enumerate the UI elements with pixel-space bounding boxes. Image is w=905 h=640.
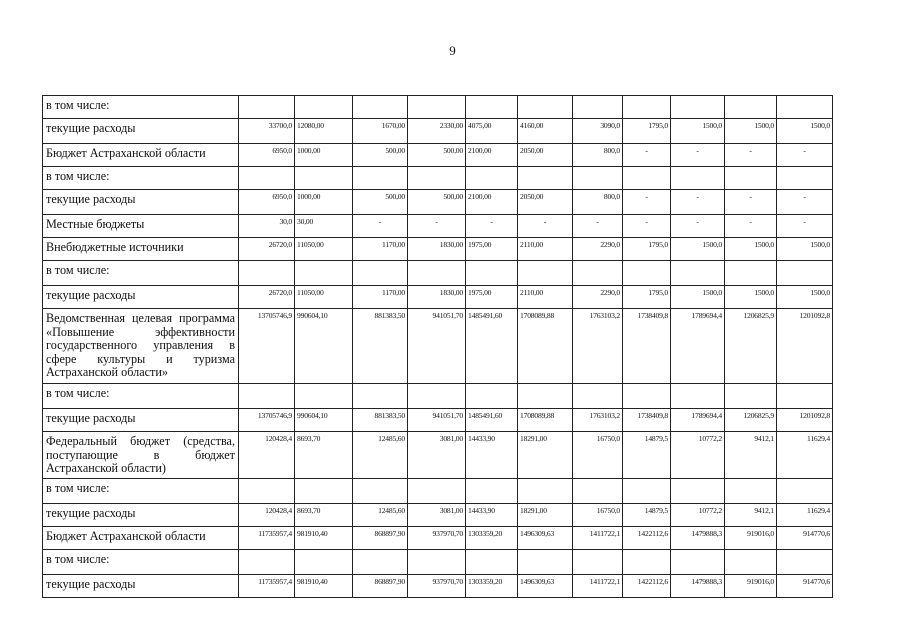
table-row (43, 309, 833, 384)
value-cell (466, 167, 518, 190)
value-cell (295, 550, 353, 575)
value-cell (725, 550, 777, 575)
row-label: Ведомственная целевая программа «Повышение эффективности государственного управления в сфере культуры и туризма Астраханской области» (43, 309, 239, 384)
value-cell (408, 167, 466, 190)
value-cell: 4075,00 (466, 119, 518, 144)
row-label: Местные бюджеты (43, 215, 239, 238)
table-row (43, 261, 833, 286)
row-label: в том числе: (43, 167, 239, 190)
value-cell (671, 479, 725, 504)
value-cell: 1670,00 (353, 119, 408, 144)
value-cell: 3081,00 (408, 504, 466, 527)
value-cell (518, 384, 573, 409)
row-label: в том числе: (43, 550, 239, 575)
value-cell: 11050,00 (295, 286, 353, 309)
value-cell: 914770,6 (777, 527, 833, 550)
value-cell (408, 261, 466, 286)
value-cell: - (518, 215, 573, 238)
value-cell: 1000,00 (295, 190, 353, 215)
table-row (43, 575, 833, 598)
value-cell: 30,0 (239, 215, 295, 238)
value-cell (239, 550, 295, 575)
value-cell: 2110,00 (518, 286, 573, 309)
value-cell: 981910,40 (295, 575, 353, 598)
value-cell: 919016,0 (725, 527, 777, 550)
value-cell (518, 550, 573, 575)
value-cell: 1206825,9 (725, 309, 777, 384)
budget-table (42, 95, 833, 598)
row-label: в том числе: (43, 261, 239, 286)
value-cell (353, 550, 408, 575)
row-label: Внебюджетные источники (43, 238, 239, 261)
value-cell: - (725, 144, 777, 167)
value-cell: 500,00 (408, 144, 466, 167)
value-cell: 1500,0 (777, 119, 833, 144)
value-cell (623, 384, 671, 409)
value-cell: 30,00 (295, 215, 353, 238)
value-cell: 937970,70 (408, 575, 466, 598)
row-label: Бюджет Астраханской области (43, 144, 239, 167)
value-cell: 1795,0 (623, 286, 671, 309)
value-cell: 1789694,4 (671, 309, 725, 384)
value-cell: 10772,2 (671, 432, 725, 479)
value-cell: 1303359,20 (466, 527, 518, 550)
value-cell (573, 479, 623, 504)
value-cell: 1708089,88 (518, 309, 573, 384)
value-cell (777, 550, 833, 575)
value-cell: - (777, 144, 833, 167)
value-cell: 14879,5 (623, 432, 671, 479)
row-label: в том числе: (43, 96, 239, 119)
value-cell: 2050,00 (518, 144, 573, 167)
value-cell: 1422112,6 (623, 575, 671, 598)
value-cell (353, 479, 408, 504)
table-row (43, 144, 833, 167)
value-cell (671, 167, 725, 190)
value-cell (623, 479, 671, 504)
value-cell (623, 261, 671, 286)
table-row (43, 384, 833, 409)
value-cell: 1500,0 (671, 119, 725, 144)
value-cell: 10772,2 (671, 504, 725, 527)
value-cell: 14433,90 (466, 504, 518, 527)
value-cell: 2110,00 (518, 238, 573, 261)
value-cell: 500,00 (408, 190, 466, 215)
value-cell (777, 96, 833, 119)
value-cell: - (777, 215, 833, 238)
value-cell: 868897,90 (353, 575, 408, 598)
value-cell: 1738409,8 (623, 309, 671, 384)
value-cell (239, 479, 295, 504)
value-cell (353, 384, 408, 409)
value-cell (239, 167, 295, 190)
value-cell (295, 96, 353, 119)
value-cell: 1500,0 (725, 119, 777, 144)
value-cell (466, 479, 518, 504)
row-label: текущие расходы (43, 119, 239, 144)
value-cell: 1708089,88 (518, 409, 573, 432)
value-cell: - (353, 215, 408, 238)
budget-table-body (43, 96, 833, 598)
table-row (43, 550, 833, 575)
value-cell (295, 384, 353, 409)
value-cell: 1201092,8 (777, 409, 833, 432)
value-cell: 11735957,4 (239, 527, 295, 550)
value-cell (671, 384, 725, 409)
value-cell: 9412,1 (725, 432, 777, 479)
value-cell (777, 384, 833, 409)
value-cell: 1411722,1 (573, 527, 623, 550)
value-cell: 13705746,9 (239, 409, 295, 432)
row-label: в том числе: (43, 479, 239, 504)
value-cell: 33700,0 (239, 119, 295, 144)
value-cell: 1500,0 (671, 286, 725, 309)
value-cell: 11735957,4 (239, 575, 295, 598)
value-cell: 1485491,60 (466, 409, 518, 432)
value-cell (408, 96, 466, 119)
value-cell: - (777, 190, 833, 215)
row-label: Бюджет Астраханской области (43, 527, 239, 550)
value-cell: 1763103,2 (573, 309, 623, 384)
value-cell: 1738409,8 (623, 409, 671, 432)
value-cell: 4160,00 (518, 119, 573, 144)
value-cell (466, 550, 518, 575)
value-cell (239, 261, 295, 286)
value-cell: 1975,00 (466, 286, 518, 309)
value-cell: 2100,00 (466, 190, 518, 215)
value-cell: - (725, 215, 777, 238)
page-number: 9 (449, 43, 456, 58)
row-label: текущие расходы (43, 504, 239, 527)
value-cell (725, 261, 777, 286)
value-cell: 3081,00 (408, 432, 466, 479)
value-cell (239, 96, 295, 119)
value-cell (353, 261, 408, 286)
value-cell (408, 479, 466, 504)
table-row (43, 479, 833, 504)
value-cell: 6950,0 (239, 190, 295, 215)
value-cell: 981910,40 (295, 527, 353, 550)
value-cell: 1795,0 (623, 238, 671, 261)
value-cell (573, 384, 623, 409)
value-cell: 18291,00 (518, 504, 573, 527)
value-cell: 500,00 (353, 190, 408, 215)
row-label: текущие расходы (43, 409, 239, 432)
value-cell: 2290,0 (573, 286, 623, 309)
value-cell: 16750,0 (573, 432, 623, 479)
value-cell: 1830,00 (408, 286, 466, 309)
value-cell: 11629,4 (777, 504, 833, 527)
value-cell: 120428,4 (239, 432, 295, 479)
value-cell: 13705746,9 (239, 309, 295, 384)
value-cell: 1789694,4 (671, 409, 725, 432)
table-row (43, 190, 833, 215)
value-cell (725, 96, 777, 119)
value-cell (623, 96, 671, 119)
row-label: в том числе: (43, 384, 239, 409)
table-row (43, 215, 833, 238)
table-row (43, 432, 833, 479)
table-row (43, 119, 833, 144)
value-cell (725, 384, 777, 409)
value-cell: - (725, 190, 777, 215)
value-cell: 1479888,3 (671, 527, 725, 550)
value-cell: - (573, 215, 623, 238)
value-cell: 919016,0 (725, 575, 777, 598)
value-cell: 500,00 (353, 144, 408, 167)
value-cell: 1496309,63 (518, 575, 573, 598)
value-cell: 1500,0 (777, 238, 833, 261)
value-cell (518, 167, 573, 190)
table-row (43, 96, 833, 119)
value-cell: 12485,60 (353, 432, 408, 479)
value-cell: 1170,00 (353, 286, 408, 309)
row-label: текущие расходы (43, 190, 239, 215)
value-cell: 2050,00 (518, 190, 573, 215)
value-cell: 990604,10 (295, 409, 353, 432)
table-row (43, 167, 833, 190)
value-cell: - (671, 215, 725, 238)
value-cell (408, 550, 466, 575)
row-label: текущие расходы (43, 286, 239, 309)
value-cell (353, 96, 408, 119)
value-cell: - (408, 215, 466, 238)
value-cell (777, 479, 833, 504)
value-cell: 1975,00 (466, 238, 518, 261)
value-cell: - (671, 190, 725, 215)
value-cell: 1795,0 (623, 119, 671, 144)
value-cell: 2290,0 (573, 238, 623, 261)
value-cell: 1201092,8 (777, 309, 833, 384)
value-cell (573, 96, 623, 119)
value-cell (777, 167, 833, 190)
value-cell: 1500,0 (777, 286, 833, 309)
table-row (43, 409, 833, 432)
value-cell (573, 550, 623, 575)
value-cell (239, 384, 295, 409)
value-cell (295, 479, 353, 504)
value-cell (777, 261, 833, 286)
value-cell: 1500,0 (725, 286, 777, 309)
value-cell: 9412,1 (725, 504, 777, 527)
value-cell (466, 261, 518, 286)
value-cell: 12080,00 (295, 119, 353, 144)
value-cell: 11629,4 (777, 432, 833, 479)
value-cell (671, 96, 725, 119)
value-cell: - (466, 215, 518, 238)
value-cell: 1170,00 (353, 238, 408, 261)
value-cell (466, 96, 518, 119)
row-label: текущие расходы (43, 575, 239, 598)
value-cell (466, 384, 518, 409)
value-cell: 8693,70 (295, 504, 353, 527)
value-cell (295, 167, 353, 190)
value-cell: - (623, 144, 671, 167)
value-cell (671, 261, 725, 286)
value-cell: 1411722,1 (573, 575, 623, 598)
value-cell: 1830,00 (408, 238, 466, 261)
value-cell (573, 261, 623, 286)
value-cell: 18291,00 (518, 432, 573, 479)
table-row (43, 238, 833, 261)
value-cell: 990604,10 (295, 309, 353, 384)
value-cell: 12485,60 (353, 504, 408, 527)
value-cell: 881383,50 (353, 409, 408, 432)
value-cell: 914770,6 (777, 575, 833, 598)
value-cell: 1479888,3 (671, 575, 725, 598)
value-cell (573, 167, 623, 190)
value-cell: 1496309,63 (518, 527, 573, 550)
value-cell: 937970,70 (408, 527, 466, 550)
value-cell: 6950,0 (239, 144, 295, 167)
value-cell: 1500,0 (671, 238, 725, 261)
row-label: Федеральный бюджет (средства, поступающие в бюджет Астраханской области) (43, 432, 239, 479)
value-cell: - (671, 144, 725, 167)
value-cell: 800,0 (573, 144, 623, 167)
value-cell: 1763103,2 (573, 409, 623, 432)
value-cell: 1422112,6 (623, 527, 671, 550)
value-cell: - (623, 190, 671, 215)
value-cell (408, 384, 466, 409)
value-cell (623, 167, 671, 190)
value-cell: 26720,0 (239, 286, 295, 309)
table-row (43, 504, 833, 527)
value-cell (295, 261, 353, 286)
value-cell: 2100,00 (466, 144, 518, 167)
value-cell: 2330,00 (408, 119, 466, 144)
value-cell: 1500,0 (725, 238, 777, 261)
value-cell: 1485491,60 (466, 309, 518, 384)
value-cell (518, 96, 573, 119)
value-cell (518, 479, 573, 504)
value-cell: 1303359,20 (466, 575, 518, 598)
value-cell: - (623, 215, 671, 238)
value-cell: 941051,70 (408, 309, 466, 384)
value-cell: 8693,70 (295, 432, 353, 479)
value-cell (725, 479, 777, 504)
table-row (43, 286, 833, 309)
value-cell: 881383,50 (353, 309, 408, 384)
value-cell: 14879,5 (623, 504, 671, 527)
value-cell (671, 550, 725, 575)
value-cell: 120428,4 (239, 504, 295, 527)
value-cell: 1000,00 (295, 144, 353, 167)
value-cell: 14433,90 (466, 432, 518, 479)
value-cell: 941051,70 (408, 409, 466, 432)
value-cell (518, 261, 573, 286)
value-cell: 11050,00 (295, 238, 353, 261)
value-cell (623, 550, 671, 575)
value-cell (725, 167, 777, 190)
table-row (43, 527, 833, 550)
value-cell: 1206825,9 (725, 409, 777, 432)
value-cell: 3090,0 (573, 119, 623, 144)
value-cell: 800,0 (573, 190, 623, 215)
value-cell (353, 167, 408, 190)
value-cell: 16750,0 (573, 504, 623, 527)
value-cell: 26720,0 (239, 238, 295, 261)
value-cell: 868897,90 (353, 527, 408, 550)
